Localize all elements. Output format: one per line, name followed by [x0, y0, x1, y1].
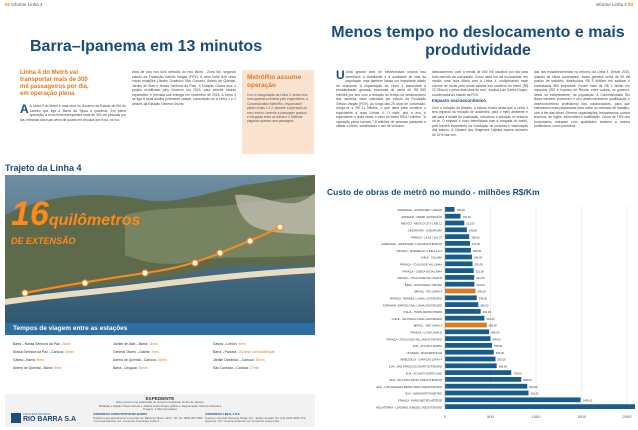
data-label: 285,00 [472, 249, 482, 253]
x-tick-label: 2000 [622, 414, 632, 419]
bar [445, 302, 478, 307]
bar [445, 370, 511, 375]
category-label: HUNGRIA - BUDAPESTE M4 [406, 351, 442, 355]
time-row: Jardim de Alah→Barra: 11min [113, 342, 158, 346]
x-tick-label: 1500 [577, 414, 586, 419]
times-column-2 [113, 340, 167, 372]
time-row: Gávea→Barra: 9min [13, 358, 44, 362]
category-label: ÍNDIA - NOVA DELHI / METRO [404, 283, 442, 287]
station-marker [217, 250, 223, 256]
category-label: FRANÇA - RENNES / LINHA 1 EXTENSÃO [389, 297, 442, 301]
left-page-title: Barra–Ipanema em 13 minutos [30, 38, 263, 55]
impact-subheading: Impacto socioeconômico [432, 98, 487, 103]
category-label: EUA - ATLANTA MARTA [412, 345, 442, 349]
length-callout: 16quilômetros [11, 195, 141, 233]
consortium-2: CONSÓRCIO LINHA 4 SUL Telefone: Avenida Visconde Pirajá, 4/3 - Jardim de Alah. Tel: (21) 2222-4000. Pra: Ipanema - RJ / Correspondência: a/c Consórcio Linha 4 Sul [205, 412, 307, 423]
rio-barra-logo: CONCESSIONÁRIA RIO BARRA S.A [11, 413, 85, 425]
category-label: FRANÇA - PARIS METRO MÉTÉOR [398, 399, 442, 403]
left-column-2: ários de pico nos dois sentidos do eixo Barra - Zona Sul, segundo estudo da Fundação Getúlio Vargas (FGV). A nova linha terá cinco novas estações (Jardim Oceânico São Conrado, Antero de Quental, Jardim de Alah e Nossa Senhora da Paz). A Estação Gávea teve o projeto modificado pelo Governo em 2015, para permitir futuras expansões, e prevista sua entrega em novembro de 2016. A Linha 4 se liga à atual dualha pertinente cidade, conectando-se à Linha 1 e 2 através da Estação General Osório. [132, 70, 236, 106]
bar [445, 248, 471, 253]
data-label: 105,00 [456, 209, 465, 213]
category-label: MÉXICO - MEXICO CITY LINE 12 [401, 222, 442, 226]
colophon-title: EXPEDIENTE [145, 396, 175, 401]
bar [445, 207, 455, 212]
colophon [5, 394, 315, 427]
route-heading: Trajeto da Linha 4 [5, 163, 82, 173]
data-label: 838,00 [523, 379, 532, 383]
time-row: General Osório→Gávea: 7min [113, 350, 159, 354]
data-label: 1490,00 [582, 399, 593, 403]
category-label: FRANÇA - LISBOA NOVA LINHA [402, 270, 442, 274]
bar [445, 350, 494, 355]
time-row: Gávea→Leblon: 4min [213, 342, 246, 346]
bar [445, 268, 474, 273]
time-row: Barra→Uruguai: 30min [113, 366, 148, 370]
category-label: INGLATERRA - LONDRES JUBILEE LINE EXTENSÃO [376, 406, 442, 410]
data-label: 349,00 [478, 297, 487, 301]
data-label: 904,00 [529, 385, 538, 389]
x-tick-label: 500 [487, 414, 494, 419]
bar [445, 309, 481, 314]
travel-times-box [5, 325, 315, 395]
category-label: FRANÇA - MARSEILLE / LINHA 1 & 2 [396, 249, 442, 253]
station-marker [192, 260, 198, 266]
x-tick-label: 0 [443, 414, 447, 419]
time-row: São Conrado→Carioca: 27min [213, 366, 260, 370]
data-label: 212,00 [466, 222, 475, 226]
data-label: 485,00 [491, 331, 500, 335]
category-label: CINGAPURA - CINGAPURA [407, 229, 442, 233]
data-label: 366,00 [480, 304, 489, 308]
data-label: 266,00 [471, 236, 480, 240]
time-row: Barra→Nossa Senhora da Paz: 15min [13, 342, 71, 346]
category-label: CHILE - SANTIAGO LINHA 4 EXTENSÃO [391, 317, 442, 321]
drop-cap: A [20, 102, 29, 116]
category-label: EUA - WASHINGTON METRO [405, 392, 442, 396]
time-row: Barra→Pavuna: 1h13min com baldeação [213, 350, 276, 354]
bar [445, 275, 474, 280]
bar [445, 234, 469, 239]
bar [445, 363, 497, 368]
data-label: 499,00 [492, 338, 501, 342]
sidebar-body: Com a inauguração da Linha 4, dentro dos cronogramas previstos pelo engenheiros, a Concessionária MetrôRio, responsável pelas Linhas 1 e 2, assume a operação do novo trecho, fazendo a passagem gradual e integrada entre as linhas e o Sistema pagando apenas uma passagem. [247, 93, 309, 124]
category-label: EUA - ATLANTA NORTH LINE EXTENSION [389, 379, 442, 383]
time-row: Jardim Oceânico→Carioca: 30min [213, 358, 265, 362]
bar [445, 295, 477, 300]
category-label: FRANÇA - LYON LINHA D [410, 331, 442, 335]
data-label: 568,00 [498, 365, 507, 369]
bar [445, 329, 489, 334]
category-label: FRANÇA - TOULOUSE VAL LINHA B [397, 277, 442, 281]
bar [445, 282, 474, 287]
time-row: Antero de Quental→Carioca: 24min [113, 358, 167, 362]
station-marker [247, 238, 253, 244]
lead-highlight: Linha 4 do Metrô vai transportar mais de 300 mil passageiros por dia, em operação plena [20, 70, 89, 97]
data-label: 516,00 [493, 345, 503, 349]
bar [445, 214, 460, 219]
cost-bar-chart [327, 200, 635, 426]
times-column-3 [213, 340, 275, 372]
station-marker [22, 290, 28, 296]
data-label: 170,00 [462, 215, 471, 219]
travel-times-header: Tempos de viagem entre as estações [5, 323, 315, 335]
data-label: 555,00 [497, 358, 506, 362]
page-number-right: Informe Linha 4 03 [595, 2, 633, 7]
category-label: FRANÇA - TOULOUSE VAL LINE EXTENSÃO [386, 338, 442, 342]
data-label: 918,00 [530, 392, 539, 396]
bar [445, 323, 487, 328]
category-label: ESPANHA - MADRI / EXTENSÃO [401, 215, 442, 219]
right-column-2: deslocamento, com a média de 600 mil usuários por dia para todo período da concessão. Como cada um vai economizar, em média, uma hora diária com a Linha 4, multiplicaram esse volume de horas pela renda salarial dos usuários do metrô (R$ 22,78/ano) e pelos dias úteis de ano", explica Luiz Carlos Duque, coordenador do estudo da FGV. Impacto socioeconômico Com a redução do trânsito, o estudo revela ainda que a Linha 4 terá impacto na redução de acidentes, para o meio ambiente e até para a saúde da população, reduzindo a poluição no entorno do ar. O emissor é outro beneficiado com a chegada do metrô, pois haverá incremento na circulação de pessoas e valorização dos bairros. A Câmara dos Dirigentes Lojistas espera aumento de 10% nas ven- [432, 70, 528, 137]
data-label: 323,00 [476, 283, 485, 287]
category-label: ITÁLIA - TURIN METRO PRIMO [403, 311, 442, 315]
data-label: 433,00 [486, 317, 495, 321]
times-column-1 [13, 340, 74, 372]
consortium-1: CONSÓRCIO CONSTRUTOR RIO BARRA Telefone para atendimento comercial: Av. Barra da Tijuca, 2222 - RJ. Tel. 0800 282 5454 / Correspondência: a/c, Consórcio Construtor Linha 4 [93, 412, 203, 423]
bar [445, 397, 581, 402]
bar [445, 289, 475, 294]
bar [445, 221, 464, 226]
right-page-title: Menos tempo no deslocamento e mais produtividade [331, 24, 625, 59]
data-label: 315,00 [475, 270, 484, 274]
category-label: EUA - SAN FRANCISCO BART EXTENSÃO [388, 365, 442, 369]
data-label: 296,00 [473, 256, 483, 260]
category-label: EUA - LOS ANGELES METRO RED LINE EXTENSÃO [376, 385, 442, 389]
data-label: 392,00 [482, 311, 491, 315]
category-label: ALEMANHA - HANNOVER / U-BAHN EXTENSION [380, 243, 442, 247]
category-label: VENEZUELA - CARACAS LINHA 4 [400, 358, 442, 362]
x-tick-label: 1000 [531, 414, 541, 419]
time-row: Nossa Senhora da Paz→Carioca: 16min [13, 350, 75, 354]
colophon-lines: Este jornal é uma publicação do Governo do Estado do Rio de Janeiro Redação e Edição: Paulo Serrate e Juliana Dutra Projeto gráfico e diagramação: Marcelo Abrantes Tiragem: 1.000 exemplares [98, 400, 222, 412]
bar [445, 261, 472, 266]
data-label: 728,00 [513, 372, 522, 376]
data-label: 458,00 [488, 324, 497, 328]
bar [445, 255, 472, 260]
bar [445, 241, 470, 246]
bar [445, 227, 467, 232]
operation-sidebar [242, 70, 314, 154]
category-label: CHILE - CALAMA [420, 256, 442, 260]
category-label: FRANÇA - LILLE / VAL 97 [410, 236, 442, 240]
data-label: 274,00 [471, 243, 481, 247]
bar [445, 336, 490, 341]
category-label: ESPANHA - BARCELONA / LINHA 9 EXTENSÃO [383, 304, 442, 308]
data-label: 240,00 [468, 229, 478, 233]
bar [445, 391, 529, 396]
page-number-left: 02 Informe Linha 4 [5, 2, 43, 7]
bar [445, 384, 527, 389]
length-subtitle: DE EXTENSÃO [11, 236, 76, 246]
bar [445, 343, 492, 348]
bar [445, 377, 521, 382]
category-label: ALEMANHA - HANNOVER / U-BAHN [397, 209, 442, 213]
category-label: FRANÇA - TOULOUSE VAL LINHA [399, 263, 442, 267]
left-column-1: A A Linha 4 do Metrô é uma obra do Governo do Estado do Rio de Janeiro que liga a Barra da Tijuca a Ipanema. Em plena operação, a nova linha transportará mais de 300 mil pessoas por dia, retirando das ruas cerca de quatro mil veículos por hora, os hor- [20, 102, 126, 122]
bar [445, 357, 496, 362]
data-label: 321,00 [476, 277, 485, 281]
logo-mark-icon [11, 413, 21, 423]
category-label: BRASIL - SÃO LINHA 4 [413, 324, 442, 328]
bar [445, 404, 635, 409]
right-column-3: das dos estabelecimentos no entorno da Linha 4. Desde 2010, quando as obras começaram, foram gerados cerca de 50 mil postos de trabalho, distribuídos R$ 3 bilhões em salários e contratados 360 empresas. Foram mais de R$ 1 bilhão em impostos (ISS e Imposto de Renda, entre outros) no governo, direta ou indiretamente, na população. A Concessionária Rio Barra também promoveu o seu desenvolvimento qualificação e desenvolvimento profissional dos colaboradores, para que estivessem mais preparados para voltar ao mercado de trabalho, com a fim das obras. Oferece capacitações, treinamentos, cursos técnicos, de inglês, informática e habilitação. Cerca de 15% dos funcionários entraram com qualidades também a autoria profissional, como pedreiros. [534, 70, 630, 128]
station-marker [277, 224, 283, 230]
page-header [0, 0, 638, 10]
station-marker [82, 280, 88, 286]
station-marker [142, 270, 148, 276]
category-label: BRASIL - RIO LINHA 4 [414, 290, 442, 294]
data-label: 335,00 [477, 290, 486, 294]
bar [445, 316, 484, 321]
chart-title: Custo de obras de metrô no mundo - milhões R$/Km [327, 187, 540, 197]
time-row: Antero de Quental→Barra: 9min [13, 366, 62, 370]
category-label: EUA - ATLANTA NORTH LINE [405, 372, 442, 376]
right-column-1: U Uma grande obra de infraestrutura urbana traz benefícios à mobilidade e à qualidade de vida da população, mas também causa um importante aliado da economia. A implantação da Linha 4 aumentará a produtividade, gerando economia de cerca de R$ 860 milhões por ano com a redução do tempo de deslocamento dos usuários, dado calculado por estudo da Fundação Getúlio Vargas (FGV). Ao longo dos 25 anos de concessão, chega-se a R$ 21 bilhões, o que daria para construir o equivalente a duas Linhas 4. O valor, ano a ano, é equivalente a duas vezes o valor do metrô R$ 67 bilhões. "A operação plena tornará 7,5 milhões de pessoas passarão a utilizar o metrô, substituindo o uso de veículos. [336, 68, 426, 128]
sidebar-title: MetrôRio assume operação [247, 74, 302, 89]
drop-cap: U [336, 68, 345, 82]
data-label: 302,00 [474, 263, 483, 267]
data-label: 536,00 [495, 351, 505, 355]
